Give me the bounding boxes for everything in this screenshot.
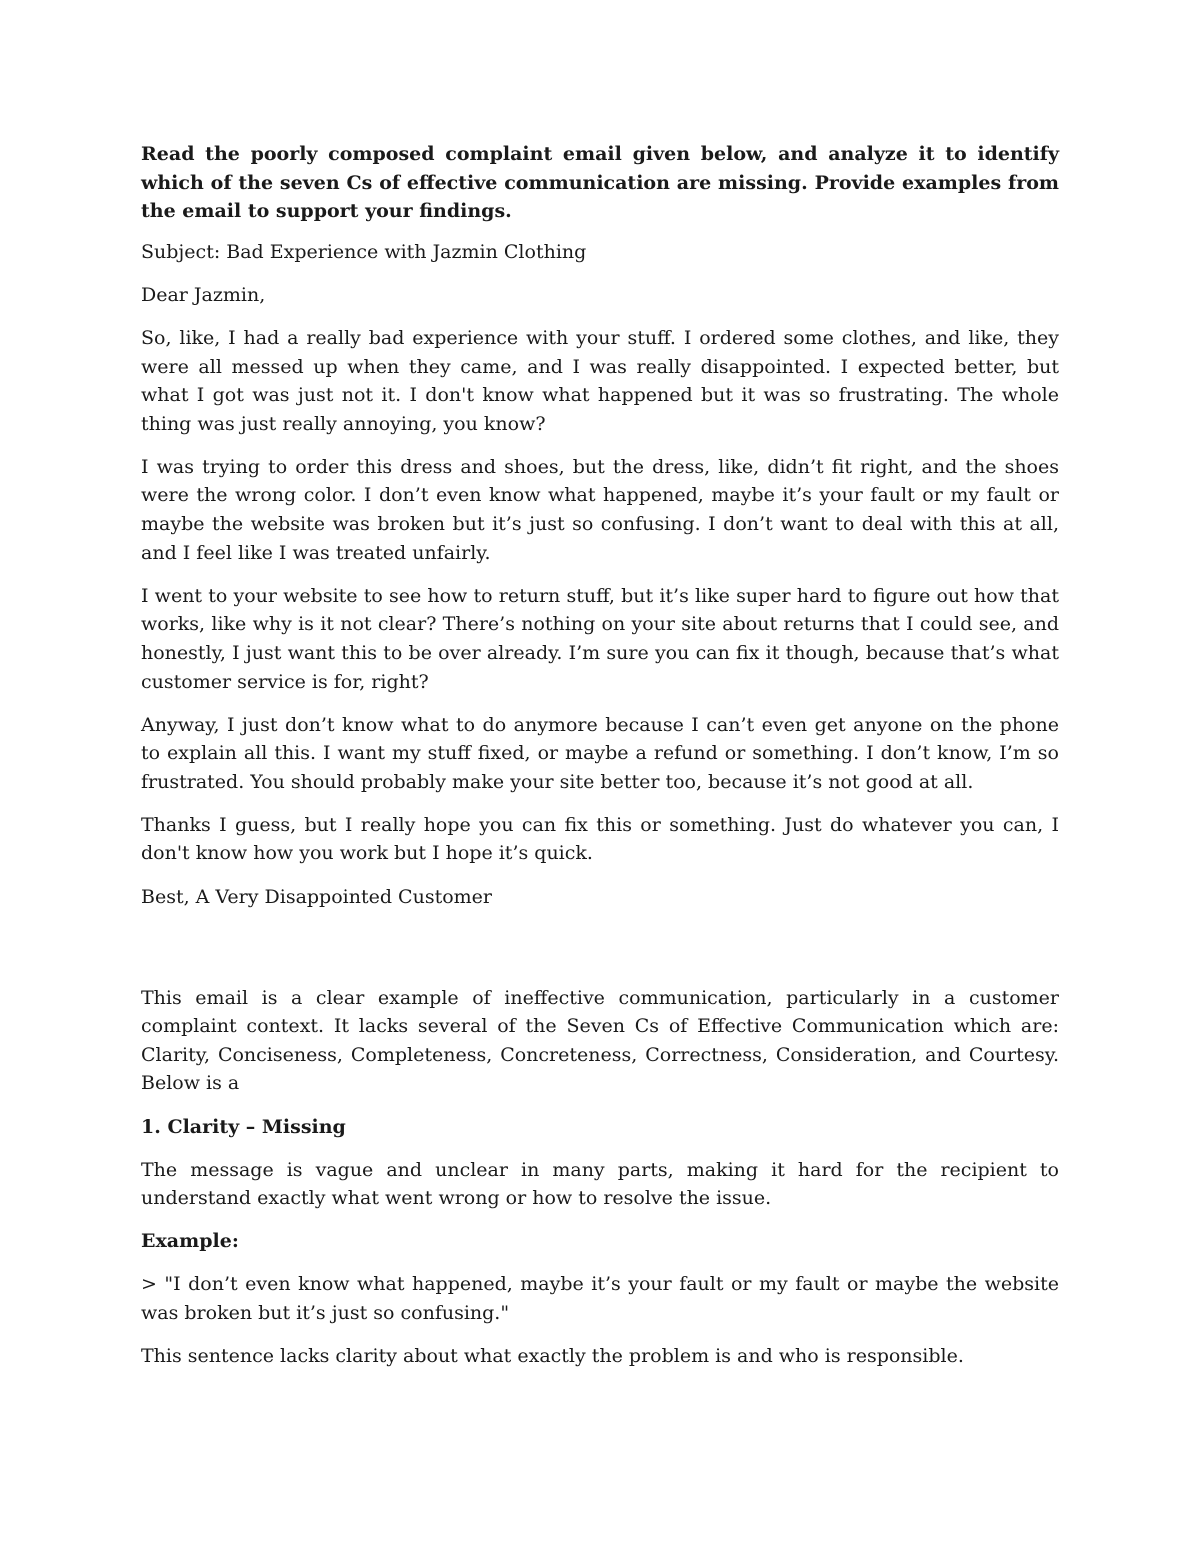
document-page (141, 140, 1059, 1385)
email-paragraph-1: So, like, I had a really bad experience with your stuff. I ordered some clothes, and like, they were all messed up when they came, and I was really disappointed. I expected better, but what I got was just not it. I don't know what happened but it was so frustrating. The whole thing was just really annoying, you know? (141, 326, 1059, 435)
email-signoff: Best, A Very Disappointed Customer (141, 885, 492, 908)
analysis-intro: This email is a clear example of ineffective communication, particularly in a customer complaint context. It lacks several of the Seven Cs of Effective Communication which are: Clarity, Conciseness, Completeness, Concreteness, Correctness, Consideration, and Courtesy. Below is a (141, 986, 1059, 1095)
example-note: This sentence lacks clarity about what exactly the problem is and who is responsible. (141, 1345, 964, 1368)
example-label: Example: (141, 1230, 239, 1253)
email-paragraph-2: I was trying to order this dress and shoes, but the dress, like, didn’t fit right, and the shoes were the wrong color. I don’t even know what happened, maybe it’s your fault or my fault or maybe the website was broken but it’s just so confusing. I don’t want to deal with this at all, and I feel like I was treated unfairly. (141, 455, 1059, 564)
example-quote: > "I don’t even know what happened, maybe it’s your fault or my fault or maybe the website was broken but it’s just so confusing." (141, 1273, 1059, 1324)
email-paragraph-5: Thanks I guess, but I really hope you can fix this or something. Just do whatever you can, I don't know how you work but I hope it’s quick. (141, 813, 1059, 865)
assignment-prompt: Read the poorly composed complaint email given below, and analyze it to identify which of the seven Cs of effective communication are missing. Provide examples from the email to support your findings. (141, 143, 1059, 223)
email-subject: Subject: Bad Experience with Jazmin Clothing (141, 240, 587, 263)
email-greeting: Dear Jazmin, (141, 283, 266, 306)
email-paragraph-4: Anyway, I just don’t know what to do anymore because I can’t even get anyone on the phone to explain all this. I want my stuff fixed, or maybe a refund or something. I don’t know, I’m so frustrated. You should probably make your site better too, because it’s not good at all. (141, 713, 1059, 793)
section-spacer (141, 926, 1059, 984)
clarity-description: The message is vague and unclear in many parts, making it hard for the recipient to understand exactly what went wrong or how to resolve the issue. (141, 1158, 1059, 1210)
email-paragraph-3: I went to your website to see how to return stuff, but it’s like super hard to figure out how that works, like why is it not clear? There’s nothing on your site about returns that I could see, and honestly, I just want this to be over already. I’m sure you can fix it though, because that’s what customer service is for, right? (141, 584, 1059, 693)
section-heading-clarity: 1. Clarity – Missing (141, 1115, 346, 1138)
